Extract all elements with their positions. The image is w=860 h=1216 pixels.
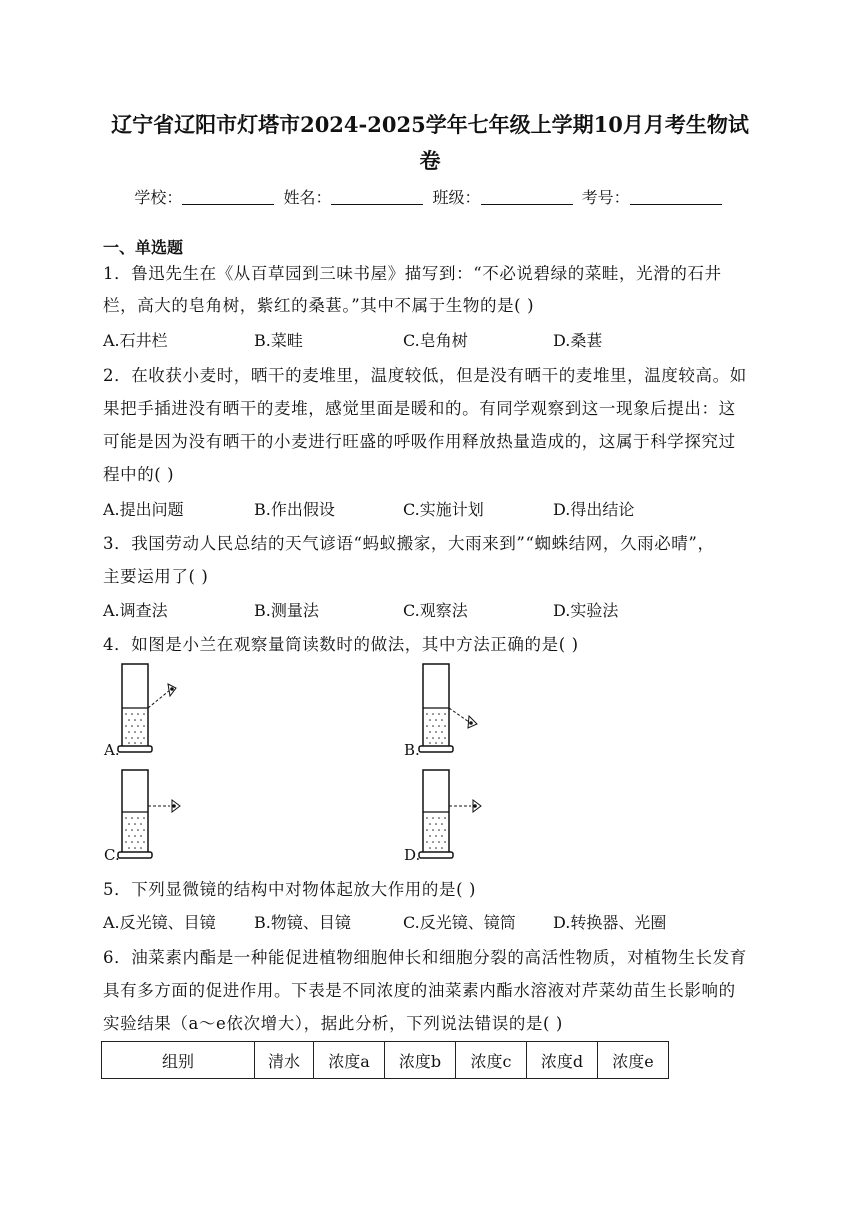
figure-a-cylinder-eye-above (112, 662, 202, 756)
q1-option-d: D.桑葚 (553, 331, 603, 350)
table-header-cell: 浓度a (314, 1042, 385, 1079)
q3-line2: 主要运用了( ) (103, 567, 209, 586)
q6-line3: 实验结果（a～e依次增大），据此分析，下列说法错误的是( ) (103, 1014, 563, 1033)
figure-d-label: D. (404, 846, 421, 864)
q2-option-d: D.得出结论 (553, 500, 635, 519)
q1-option-b: B.菜畦 (254, 331, 303, 350)
table-header-cell: 浓度e (598, 1042, 669, 1079)
q2-option-b: B.作出假设 (254, 500, 335, 519)
q3-option-d: D.实验法 (553, 601, 619, 620)
section-heading: 一、单选题 (103, 238, 184, 257)
table-header-cell: 浓度d (527, 1042, 598, 1079)
q6-line1: 6．油菜素内酯是一种能促进植物细胞伸长和细胞分裂的高活性物质，对植物生长发育 (103, 948, 747, 967)
q2-line2: 果把手插进没有晒干的麦堆，感觉里面是暖和的。有同学观察到这一现象后提出：这 (103, 399, 736, 418)
q2-line4: 程中的( ) (103, 465, 175, 484)
q5-option-d: D.转换器、光圈 (553, 913, 667, 932)
figure-c-cylinder-eye-level-wrong (112, 768, 202, 862)
field-number-blank (630, 190, 722, 205)
field-school-blank (182, 190, 274, 205)
q3-option-c: C.观察法 (403, 601, 468, 620)
field-school-label: 学校： (134, 188, 183, 207)
q6-results-table (101, 1041, 669, 1079)
q2-option-a: A.提出问题 (103, 500, 184, 519)
q1-line1: 1．鲁迅先生在《从百草园到三味书屋》描写到：“不必说碧绿的菜畦，光滑的石井 (103, 264, 722, 283)
table-header-row (102, 1042, 669, 1079)
q3-option-b: B.测量法 (254, 601, 319, 620)
q5-option-c: C.反光镜、镜筒 (403, 913, 516, 932)
field-number-label: 考号： (581, 188, 630, 207)
document-title-line2: 卷 (419, 148, 441, 173)
q1-option-c: C.皂角树 (403, 331, 468, 350)
field-class-label: 班级： (432, 188, 481, 207)
q5-line1: 5．下列显微镜的结构中对物体起放大作用的是( ) (103, 880, 477, 899)
field-class-blank (481, 190, 573, 205)
q2-line1: 2．在收获小麦时，晒干的麦堆里，温度较低，但是没有晒干的麦堆里，温度较高。如 (103, 366, 747, 385)
figure-d-cylinder-eye-level-correct (413, 768, 503, 862)
student-info-row (0, 185, 860, 208)
table-header-cell: 浓度c (456, 1042, 527, 1079)
document-title-line1: 辽宁省辽阳市灯塔市2024-2025学年七年级上学期10月月考生物试 (111, 112, 749, 137)
q1-line2: 栏，高大的皂角树，紫红的桑葚。”其中不属于生物的是( ) (103, 296, 535, 315)
field-name-blank (331, 190, 423, 205)
table-header-cell: 组别 (102, 1042, 255, 1079)
q3-line1: 3．我国劳动人民总结的天气谚语“蚂蚁搬家，大雨来到”“蜘蛛结网，久雨必晴”， (103, 534, 715, 553)
figure-b-cylinder-eye-below (413, 662, 503, 756)
q3-option-a: A.调查法 (103, 601, 168, 620)
q4-line1: 4．如图是小兰在观察量筒读数时的做法，其中方法正确的是( ) (103, 635, 579, 654)
figure-a-label: A. (104, 741, 120, 759)
q5-option-a: A.反光镜、目镜 (103, 913, 216, 932)
field-name-label: 姓名： (283, 188, 332, 207)
q5-option-b: B.物镜、目镜 (254, 913, 351, 932)
figure-c-label: C. (104, 846, 120, 864)
q6-line2: 具有多方面的促进作用。下表是不同浓度的油菜素内酯水溶液对芹菜幼苗生长影响的 (103, 981, 736, 1000)
q1-option-a: A.石井栏 (103, 331, 168, 350)
q2-option-c: C.实施计划 (403, 500, 484, 519)
table-header-cell: 浓度b (385, 1042, 456, 1079)
q2-line3: 可能是因为没有晒干的小麦进行旺盛的呼吸作用释放热量造成的，这属于科学探究过 (103, 432, 736, 451)
figure-b-label: B. (404, 741, 420, 759)
table-header-cell: 清水 (255, 1042, 314, 1079)
